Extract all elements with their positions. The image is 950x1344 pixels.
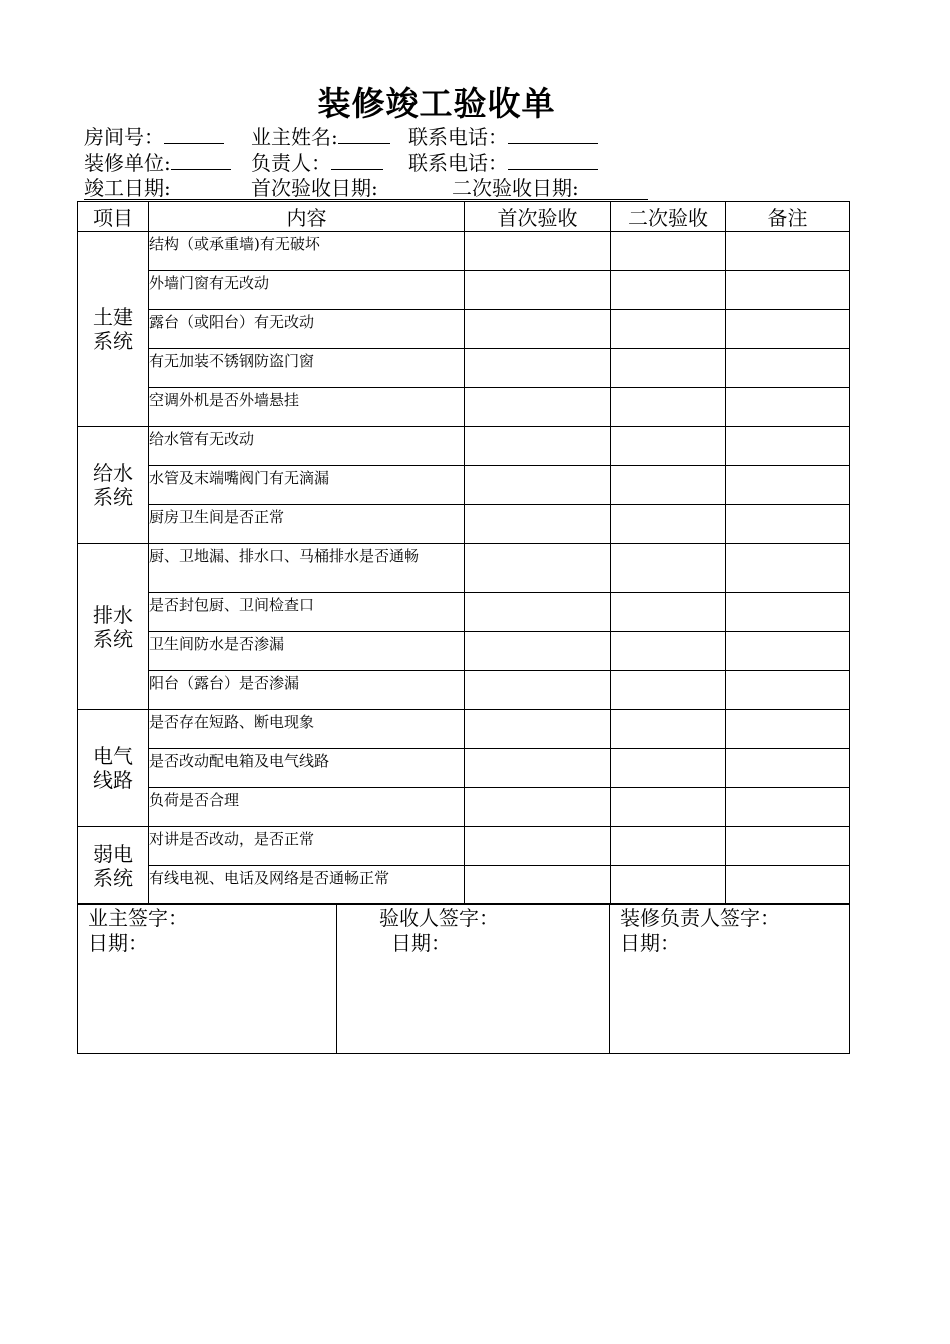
room-field	[84, 124, 224, 150]
item-content: 是否封包厨、卫间检查口	[149, 593, 465, 632]
first-check-cell[interactable]	[465, 427, 611, 466]
second-check-cell[interactable]	[611, 866, 726, 905]
notes-cell[interactable]	[726, 593, 850, 632]
notes-cell[interactable]	[726, 505, 850, 544]
notes-cell[interactable]	[726, 544, 850, 593]
phone-label-1: 联系电话：	[408, 125, 508, 149]
owner-label: 业主姓名:	[251, 125, 338, 149]
owner-blank[interactable]	[338, 125, 390, 144]
col-header-notes: 备注	[726, 202, 850, 232]
notes-cell[interactable]	[726, 710, 850, 749]
item-content: 水管及末端嘴阀门有无滴漏	[149, 466, 465, 505]
inspector-sign-cell[interactable]	[337, 904, 610, 1054]
item-content: 露台（或阳台）有无改动	[149, 310, 465, 349]
table-row	[78, 632, 850, 671]
second-check-cell[interactable]	[611, 232, 726, 271]
item-content: 是否存在短路、断电现象	[149, 710, 465, 749]
owner-date-label: 日期：	[88, 931, 148, 955]
second-check-cell[interactable]	[611, 632, 726, 671]
first-check-cell[interactable]	[465, 671, 611, 710]
category-water-supply	[78, 427, 149, 544]
first-date-label: 首次验收日期:	[251, 176, 378, 200]
manager-field	[251, 150, 383, 176]
first-check-cell[interactable]	[465, 505, 611, 544]
decor-manager-date-label: 日期：	[620, 931, 680, 955]
owner-field	[251, 124, 390, 150]
company-field	[84, 150, 231, 176]
table-row	[78, 749, 850, 788]
first-check-cell[interactable]	[465, 866, 611, 905]
table-row	[78, 388, 850, 427]
notes-cell[interactable]	[726, 310, 850, 349]
notes-cell[interactable]	[726, 349, 850, 388]
second-check-cell[interactable]	[611, 310, 726, 349]
category-line: 弱电	[93, 841, 133, 866]
table-row	[78, 466, 850, 505]
second-check-cell[interactable]	[611, 671, 726, 710]
inspector-date-label: 日期：	[391, 931, 451, 955]
first-check-cell[interactable]	[465, 544, 611, 593]
phone-field-2	[408, 150, 598, 176]
category-civil	[78, 232, 149, 427]
col-header-content: 内容	[149, 202, 465, 232]
table-row	[78, 505, 850, 544]
category-line: 系统	[93, 329, 133, 353]
phone-label-2: 联系电话：	[408, 151, 508, 175]
item-content: 有无加装不锈钢防盗门窗	[149, 349, 465, 388]
item-content: 厨房卫生间是否正常	[149, 505, 465, 544]
second-check-cell[interactable]	[611, 710, 726, 749]
table-row	[78, 544, 850, 593]
phone-blank-1[interactable]	[508, 125, 598, 144]
category-low-voltage	[78, 827, 149, 905]
category-line: 土建	[93, 305, 133, 329]
col-header-first: 首次验收	[465, 202, 611, 232]
second-check-cell[interactable]	[611, 505, 726, 544]
first-check-cell[interactable]	[465, 310, 611, 349]
manager-blank[interactable]	[331, 151, 383, 170]
second-date-label: 二次验收日期:	[452, 176, 579, 200]
first-check-cell[interactable]	[465, 827, 611, 866]
second-check-cell[interactable]	[611, 466, 726, 505]
notes-cell[interactable]	[726, 271, 850, 310]
category-line: 电气	[93, 744, 133, 768]
item-content: 空调外机是否外墙悬挂	[149, 388, 465, 427]
table-row	[78, 271, 850, 310]
second-check-cell[interactable]	[611, 827, 726, 866]
second-check-cell[interactable]	[611, 544, 726, 593]
category-line: 系统	[93, 626, 133, 651]
table-row	[78, 710, 850, 749]
item-content: 卫生间防水是否渗漏	[149, 632, 465, 671]
category-drainage	[78, 544, 149, 710]
item-content: 外墙门窗有无改动	[149, 271, 465, 310]
second-check-cell[interactable]	[611, 427, 726, 466]
first-check-cell[interactable]	[465, 632, 611, 671]
table-row	[78, 349, 850, 388]
col-header-second: 二次验收	[611, 202, 726, 232]
inspector-sign-label: 验收人签字：	[379, 906, 499, 930]
manager-label: 负责人：	[251, 151, 331, 175]
owner-sign-cell[interactable]	[78, 904, 337, 1054]
room-label: 房间号：	[84, 125, 164, 149]
category-line: 系统	[93, 485, 133, 509]
table-row	[78, 232, 850, 271]
notes-cell[interactable]	[726, 388, 850, 427]
item-content: 有线电视、电话及网络是否通畅正常	[149, 866, 465, 905]
owner-sign-label: 业主签字：	[88, 906, 188, 930]
item-content: 阳台（露台）是否渗漏	[149, 671, 465, 710]
item-content: 给水管有无改动	[149, 427, 465, 466]
item-content: 对讲是否改动，是否正常	[149, 827, 465, 866]
page-title: 装修竣工验收单	[317, 84, 556, 123]
category-line: 线路	[93, 768, 133, 792]
table-row	[78, 827, 850, 866]
notes-cell[interactable]	[726, 232, 850, 271]
first-check-cell[interactable]	[465, 466, 611, 505]
first-check-cell[interactable]	[465, 271, 611, 310]
category-line: 给水	[93, 461, 133, 485]
notes-cell[interactable]	[726, 427, 850, 466]
phone-field-1	[408, 124, 598, 150]
notes-cell[interactable]	[726, 788, 850, 827]
table-row	[78, 427, 850, 466]
table-row	[78, 310, 850, 349]
second-check-cell[interactable]	[611, 593, 726, 632]
col-header-item: 项目	[78, 202, 149, 232]
phone-blank-2[interactable]	[508, 151, 598, 170]
table-row	[78, 593, 850, 632]
decor-manager-sign-cell[interactable]	[610, 904, 850, 1054]
table-header-row	[78, 202, 850, 232]
notes-cell[interactable]	[726, 466, 850, 505]
first-check-cell[interactable]	[465, 710, 611, 749]
item-content: 厨、卫地漏、排水口、马桶排水是否通畅	[149, 544, 465, 593]
item-content: 是否改动配电箱及电气线路	[149, 749, 465, 788]
table-row	[78, 788, 850, 827]
notes-cell[interactable]	[726, 632, 850, 671]
notes-cell[interactable]	[726, 671, 850, 710]
category-electrical	[78, 710, 149, 827]
first-check-cell[interactable]	[465, 749, 611, 788]
notes-cell[interactable]	[726, 749, 850, 788]
first-check-cell[interactable]	[465, 232, 611, 271]
category-line: 系统	[93, 865, 133, 890]
decor-manager-sign-label: 装修负责人签字：	[620, 906, 780, 930]
notes-cell[interactable]	[726, 827, 850, 866]
completion-date-label: 竣工日期:	[84, 176, 171, 200]
second-check-cell[interactable]	[611, 749, 726, 788]
category-line: 排水	[93, 602, 133, 627]
room-blank[interactable]	[164, 125, 224, 144]
second-check-cell[interactable]	[611, 788, 726, 827]
first-check-cell[interactable]	[465, 349, 611, 388]
inspection-table	[77, 201, 850, 905]
notes-cell[interactable]	[726, 866, 850, 905]
company-label: 装修单位:	[84, 151, 171, 175]
item-content: 负荷是否合理	[149, 788, 465, 827]
signature-table	[77, 903, 850, 1054]
table-row	[78, 671, 850, 710]
first-check-cell[interactable]	[465, 593, 611, 632]
second-check-cell[interactable]	[611, 271, 726, 310]
company-blank[interactable]	[171, 151, 231, 170]
first-check-cell[interactable]	[465, 788, 611, 827]
header-row-3	[84, 175, 648, 200]
first-check-cell[interactable]	[465, 388, 611, 427]
item-content: 结构（或承重墙)有无破坏	[149, 232, 465, 271]
table-row	[78, 866, 850, 905]
second-check-cell[interactable]	[611, 349, 726, 388]
second-check-cell[interactable]	[611, 388, 726, 427]
